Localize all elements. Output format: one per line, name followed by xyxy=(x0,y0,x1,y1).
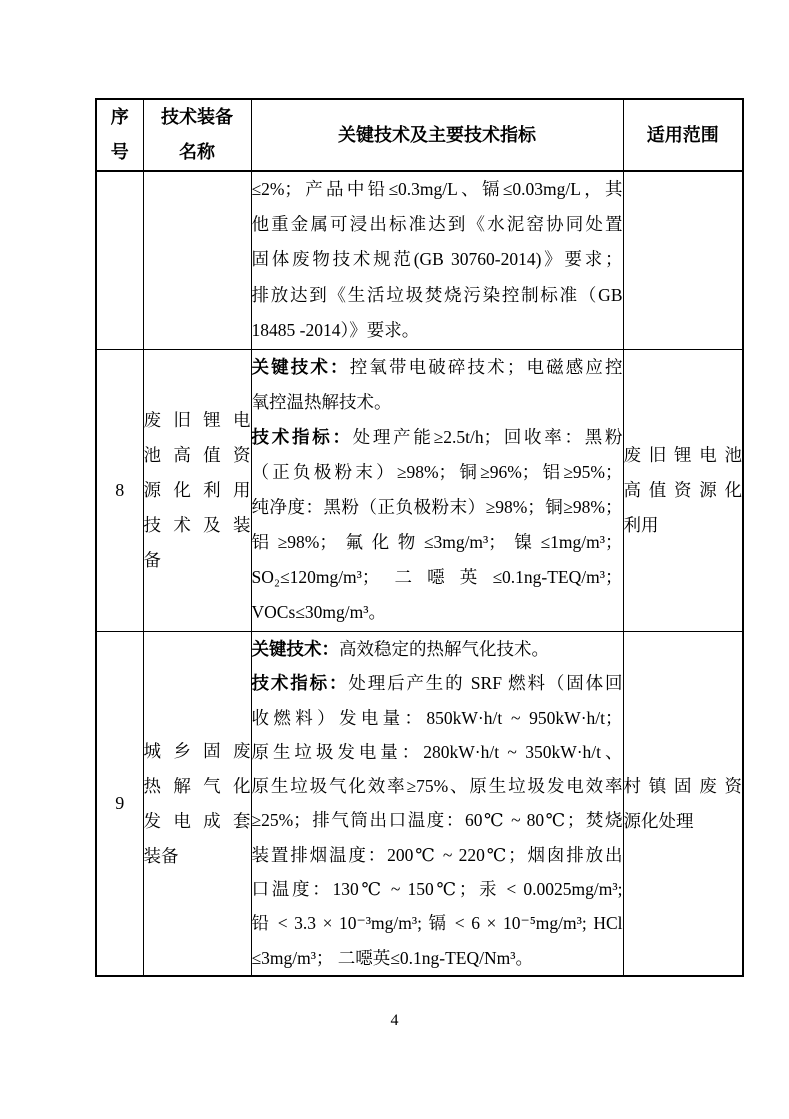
text-line: 18485 -2014）》要求。 xyxy=(251,319,420,340)
text-line: 技术指标：处理后产生的 SRF 燃料（固体回 xyxy=(251,673,623,694)
text-line: 铅 < 3.3 × 10⁻³mg/m³; 镉 < 6 × 10⁻⁵mg/m³; HCl xyxy=(251,913,623,934)
text-line: （正负极粉末）≥98%；铜≥96%；铝≥95%； xyxy=(251,462,623,482)
header-serial-line: 号 xyxy=(110,142,129,162)
applicable-scope-cell xyxy=(623,632,743,977)
text-line: ≤2%；产品中铅≤0.3mg/L、镉≤0.03mg/L，其 xyxy=(251,179,623,199)
text-line: 装置排烟温度：200℃ ~ 220℃；烟囱排放出 xyxy=(251,844,623,865)
table-header-row xyxy=(96,99,743,171)
equipment-name-cell xyxy=(143,171,251,350)
text-line: 源化处理 xyxy=(623,810,694,831)
text-line: 发电成套 xyxy=(143,810,251,831)
text-line: 氧控温热解技术。 xyxy=(251,392,392,412)
header-key-tech-indicators: 关键技术及主要技术指标 xyxy=(251,99,623,171)
text-line: 纯净度：黑粉（正负极粉末）≥98%；铜≥98%； xyxy=(251,497,623,517)
bold-label: 技术指标： xyxy=(251,427,353,447)
text-line: 装备 xyxy=(143,845,179,866)
text-line: VOCs≤30mg/m³。 xyxy=(251,602,386,622)
text-line: SO₂≤120mg/m³；二噁英≤0.1ng-TEQ/m³； xyxy=(251,567,623,587)
header-equipment-name-line: 技术装备 xyxy=(161,107,233,127)
text-line: ≤3mg/m³； 二噁英≤0.1ng-TEQ/Nm³。 xyxy=(251,947,533,968)
table-row xyxy=(96,632,743,977)
text-line: 热解气化 xyxy=(143,775,251,796)
spec-table xyxy=(95,98,744,977)
text-line: 池高值资 xyxy=(143,445,251,465)
text-line: 利用 xyxy=(623,515,659,535)
equipment-name-cell xyxy=(143,350,251,632)
text-line: 铝≥98%；氟化物≤3mg/m³；镍≤1mg/m³； xyxy=(251,532,623,552)
bold-label: 关键技术： xyxy=(251,639,339,659)
text-line: 口温度：130℃ ~ 150℃；汞 < 0.0025mg/m³; xyxy=(251,879,623,900)
header-serial-number xyxy=(96,99,143,171)
text-line: 城乡固废 xyxy=(143,740,251,761)
text-line: 关键技术：控氧带电破碎技术；电磁感应控 xyxy=(251,357,623,377)
text-line: 关键技术：高效稳定的热解气化技术。 xyxy=(251,639,549,659)
text-line: 废旧锂电 xyxy=(143,410,251,430)
text-line: 排放达到《生活垃圾焚烧污染控制标准（GB xyxy=(251,284,623,305)
tech-indicators-cell xyxy=(251,350,623,632)
bold-label: 技术指标： xyxy=(251,673,349,694)
text-line: 技术指标：处理产能≥2.5t/h；回收率：黑粉 xyxy=(251,427,623,447)
serial-number-cell: 9 xyxy=(96,632,143,977)
page-number: 4 xyxy=(390,1012,399,1029)
applicable-scope-cell xyxy=(623,171,743,350)
text-line: ≥25%；排气筒出口温度：60℃ ~ 80℃；焚烧 xyxy=(251,810,623,831)
equipment-name-cell xyxy=(143,632,251,977)
text-line: 固体废物技术规范(GB 30760-2014)》要求； xyxy=(251,249,623,270)
table-row xyxy=(96,171,743,350)
header-applicable-scope: 适用范围 xyxy=(623,99,743,171)
text-line: 原生垃圾气化效率≥75%、原生垃圾发电效率 xyxy=(251,776,623,797)
tech-indicators-cell xyxy=(251,632,623,977)
text-line: 收燃料）发电量：850kW·h/t ~ 950kW·h/t； xyxy=(251,707,623,728)
header-serial-line: 序 xyxy=(110,107,129,127)
applicable-scope-cell xyxy=(623,350,743,632)
bold-label: 关键技术： xyxy=(251,357,350,377)
header-equipment-name xyxy=(143,99,251,171)
table-row xyxy=(96,350,743,632)
text-line: 原生垃圾发电量：280kW·h/t ~ 350kW·h/t、 xyxy=(251,741,623,762)
text-line: 废旧锂电池 xyxy=(623,445,742,465)
serial-number-cell xyxy=(96,171,143,350)
header-equipment-name-line: 名称 xyxy=(179,142,215,162)
text-line: 他重金属可浸出标准达到《水泥窑协同处置 xyxy=(251,214,623,235)
text-line: 村镇固废资 xyxy=(623,775,742,796)
text-line: 源化利用 xyxy=(143,480,251,500)
text-line: 高值资源化 xyxy=(623,480,742,500)
text-line: 备 xyxy=(143,550,161,570)
serial-number-cell: 8 xyxy=(96,350,143,632)
tech-indicators-cell xyxy=(251,171,623,350)
text-line: 技术及装 xyxy=(143,515,251,535)
